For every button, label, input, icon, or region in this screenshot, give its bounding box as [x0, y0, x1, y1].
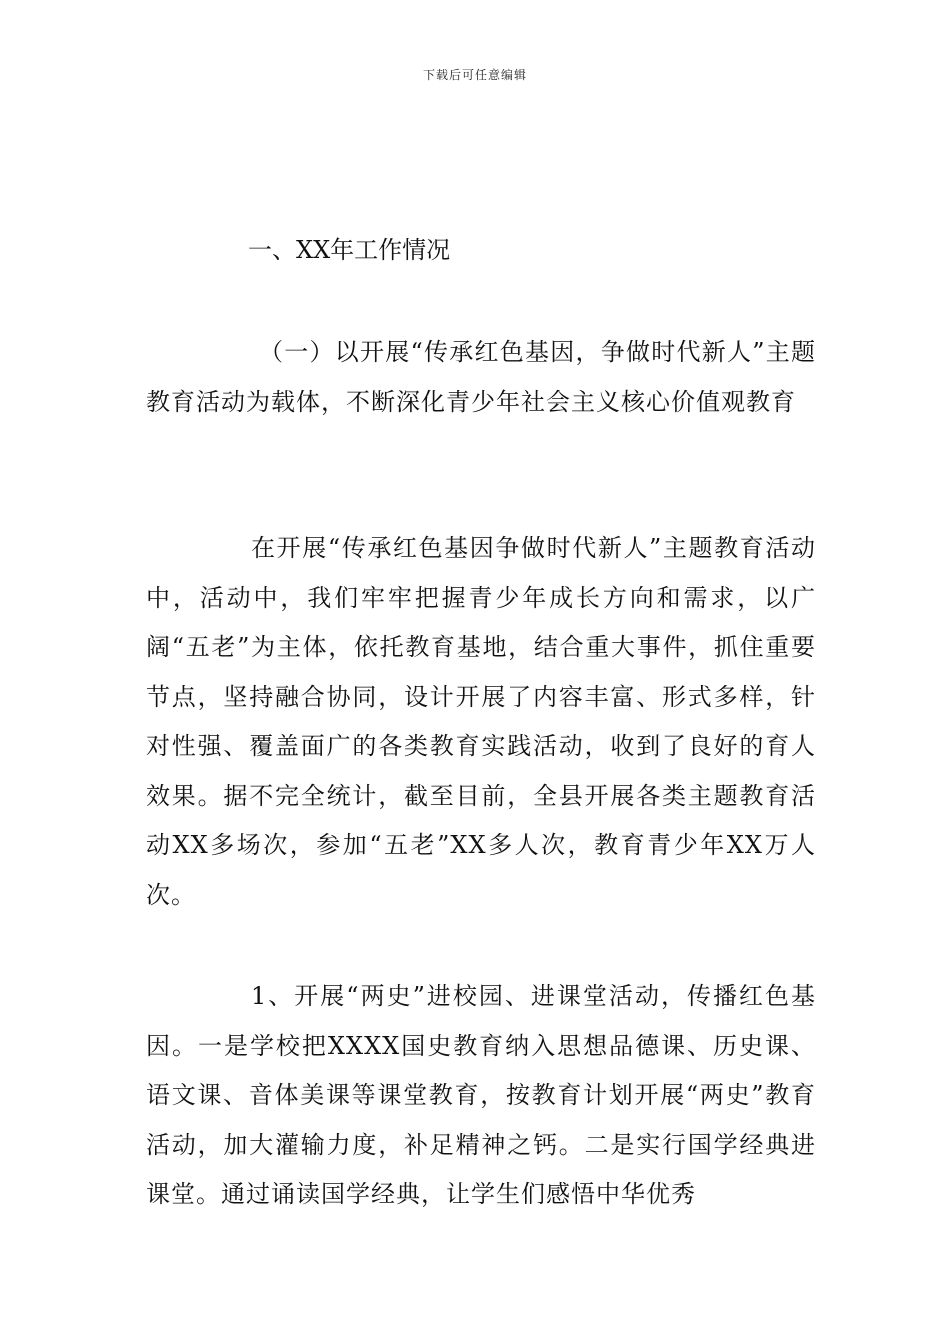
- paragraph-2: 1、开展“两史”进校园、进课堂活动，传播红色基因。一是学校把XXXX国史教育纳入思想品德课、历史课、语文课、音体美课等课堂教育，按教育计划开展“两史”教育活动，加大灌输力度，补足精神之钙。二是实行国学经典进课堂。通过诵读国学经典，让学生们感悟中华优秀: [146, 982, 816, 1208]
- paragraph-1: 在开展“传承红色基因争做时代新人”主题教育活动中，活动中，我们牢牢把握青少年成长方向和需求，以广阔“五老”为主体，依托教育基地，结合重大事件，抓住重要节点，坚持融合协同，设计开展了内容丰富、形式多样，针对性强、覆盖面广的各类教育实践活动，收到了良好的育人效果。据不完全统计，截至目前，全县开展各类主题教育活动XX多场次，参加“五老”XX多人次，教育青少年XX万人次。: [146, 534, 816, 909]
- header-note: 下载后可任意编辑: [422, 68, 527, 82]
- section-title: 一、XX年工作情况: [248, 236, 451, 264]
- subheading: （一）以开展“传承红色基因，争做时代新人”主题教育活动为载体，不断深化青少年社会主义核心价值观教育: [146, 338, 816, 416]
